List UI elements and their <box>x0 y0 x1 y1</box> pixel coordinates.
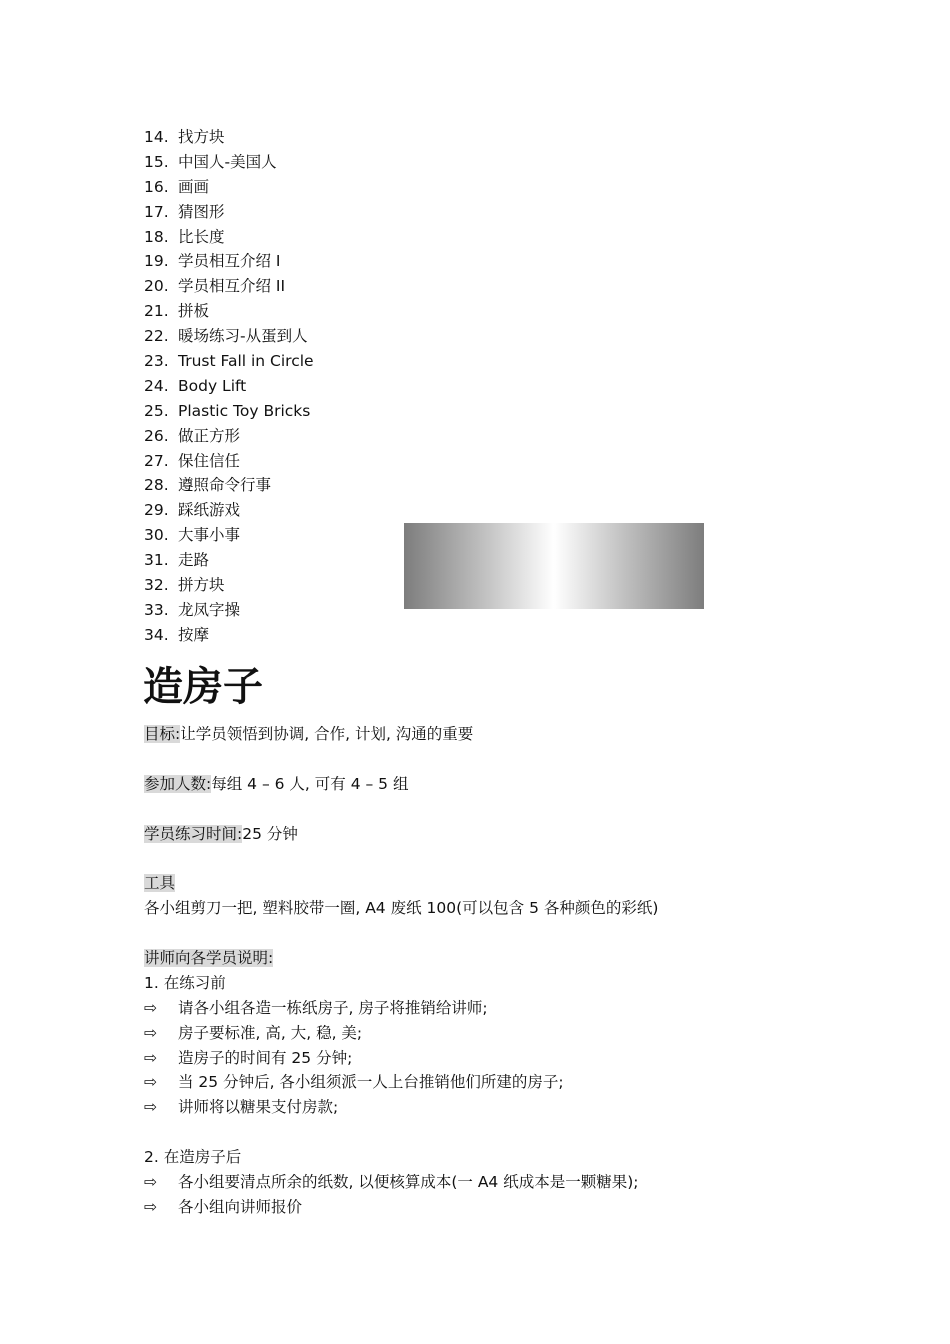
list-item <box>144 424 314 449</box>
bullet-text: 造房子的时间有 25 分钟; <box>178 1048 353 1067</box>
list-item <box>144 548 314 573</box>
item-text: Body Lift <box>178 376 247 395</box>
item-text: 中国人-美国人 <box>178 152 277 171</box>
list-item <box>144 125 314 150</box>
item-number: 18. <box>144 227 169 246</box>
item-text: 走路 <box>178 551 210 570</box>
item-text: 龙凤字操 <box>178 600 241 619</box>
item-number: 22. <box>144 327 169 346</box>
list-item <box>144 200 314 225</box>
bullet-item <box>144 1070 864 1095</box>
time-text: 25 分钟 <box>242 824 298 843</box>
item-text: 比长度 <box>178 227 225 246</box>
item-text: 拼板 <box>178 302 210 321</box>
item-number: 27. <box>144 451 169 470</box>
bullet-text: 各小组向讲师报价 <box>178 1197 303 1216</box>
item-number: 24. <box>144 376 169 395</box>
list-item <box>144 623 314 648</box>
list-item <box>144 598 314 623</box>
list-item <box>144 175 314 200</box>
list-item <box>144 299 314 324</box>
item-number: 23. <box>144 352 169 371</box>
bullet-item <box>144 1195 864 1220</box>
item-number: 30. <box>144 526 169 545</box>
tools-label: 工具 <box>144 874 176 893</box>
list-item <box>144 225 314 250</box>
list-item <box>144 274 314 299</box>
item-number: 29. <box>144 501 169 520</box>
item-number: 34. <box>144 625 169 644</box>
item-text: Trust Fall in Circle <box>178 352 314 371</box>
step2-title: 2. 在造房子后 <box>144 1148 242 1167</box>
bullet-item <box>144 1046 864 1071</box>
bullet-text: 各小组要清点所余的纸数, 以便核算成本(一 A4 纸成本是一颗糖果); <box>178 1173 639 1192</box>
list-item <box>144 374 314 399</box>
tools-label-line <box>144 871 864 896</box>
item-number: 14. <box>144 128 169 146</box>
item-number: 33. <box>144 600 169 619</box>
activity-list <box>144 125 314 648</box>
item-number: 32. <box>144 576 169 595</box>
item-text: 猜图形 <box>178 202 225 221</box>
arrow-right-icon: ⇨ <box>144 1073 157 1092</box>
list-item <box>144 249 314 274</box>
item-text: 学员相互介绍 II <box>178 277 286 296</box>
item-number: 15. <box>144 152 169 171</box>
item-number: 20. <box>144 277 169 296</box>
goal-text: 让学员领悟到协调, 合作, 计划, 沟通的重要 <box>180 725 474 743</box>
spacer <box>144 797 864 822</box>
item-number: 25. <box>144 401 169 420</box>
goal-line <box>144 722 864 747</box>
item-text: Plastic Toy Bricks <box>178 401 311 420</box>
item-text: 保住信任 <box>178 451 241 470</box>
list-item <box>144 473 314 498</box>
time-line <box>144 822 864 847</box>
item-text: 大事小事 <box>178 526 241 545</box>
bullet-item <box>144 1095 864 1120</box>
item-number: 19. <box>144 252 169 271</box>
time-label: 学员练习时间: <box>144 824 243 843</box>
spacer <box>144 921 864 946</box>
participants-line <box>144 772 864 797</box>
participants-label: 参加人数: <box>144 774 212 793</box>
participants-text: 每组 4 – 6 人, 可有 4 – 5 组 <box>211 774 409 793</box>
item-number: 16. <box>144 177 169 196</box>
list-item <box>144 150 314 175</box>
arrow-right-icon: ⇨ <box>144 998 157 1017</box>
list-item <box>144 399 314 424</box>
item-text: 按摩 <box>178 625 210 644</box>
item-number: 21. <box>144 302 169 321</box>
arrow-right-icon: ⇨ <box>144 1023 157 1042</box>
gradient-image <box>404 523 704 609</box>
bullet-item <box>144 1170 864 1195</box>
arrow-right-icon: ⇨ <box>144 1173 157 1192</box>
bullet-text: 请各小组各造一栋纸房子, 房子将推销给讲师; <box>178 998 488 1017</box>
list-item <box>144 349 314 374</box>
item-number: 17. <box>144 202 169 221</box>
bullet-text: 房子要标准, 高, 大, 稳, 美; <box>178 1023 363 1042</box>
arrow-right-icon: ⇨ <box>144 1197 157 1216</box>
item-text: 画画 <box>178 177 210 196</box>
list-item <box>144 573 314 598</box>
list-item <box>144 324 314 349</box>
instructions-label: 讲师向各学员说明: <box>144 949 274 968</box>
section-body <box>144 722 864 1220</box>
spacer <box>144 846 864 871</box>
bullet-text: 当 25 分钟后, 各小组须派一人上台推销他们所建的房子; <box>178 1073 564 1092</box>
arrow-right-icon: ⇨ <box>144 1048 157 1067</box>
bullet-item <box>144 1021 864 1046</box>
goal-label: 目标: <box>144 725 181 743</box>
instructions-label-line <box>144 946 864 971</box>
list-item <box>144 498 314 523</box>
list-item <box>144 449 314 474</box>
bullet-item <box>144 996 864 1021</box>
arrow-right-icon: ⇨ <box>144 1098 157 1117</box>
spacer <box>144 1120 864 1145</box>
item-number: 31. <box>144 551 169 570</box>
item-text: 暖场练习-从蛋到人 <box>178 327 308 346</box>
item-number: 26. <box>144 426 169 445</box>
step1-title: 1. 在练习前 <box>144 973 226 992</box>
item-number: 28. <box>144 476 169 495</box>
item-text: 踩纸游戏 <box>178 501 241 520</box>
section-title: 造房子 <box>143 664 263 710</box>
spacer <box>144 747 864 772</box>
tools-text: 各小组剪刀一把, 塑料胶带一圈, A4 废纸 100(可以包含 5 各种颜色的彩纸) <box>144 899 659 918</box>
item-text: 找方块 <box>178 128 225 146</box>
list-item <box>144 523 314 548</box>
item-text: 遵照命令行事 <box>178 476 272 495</box>
item-text: 拼方块 <box>178 576 225 595</box>
item-text: 学员相互介绍 I <box>178 252 281 271</box>
bullet-text: 讲师将以糖果支付房款; <box>178 1098 339 1117</box>
item-text: 做正方形 <box>178 426 241 445</box>
